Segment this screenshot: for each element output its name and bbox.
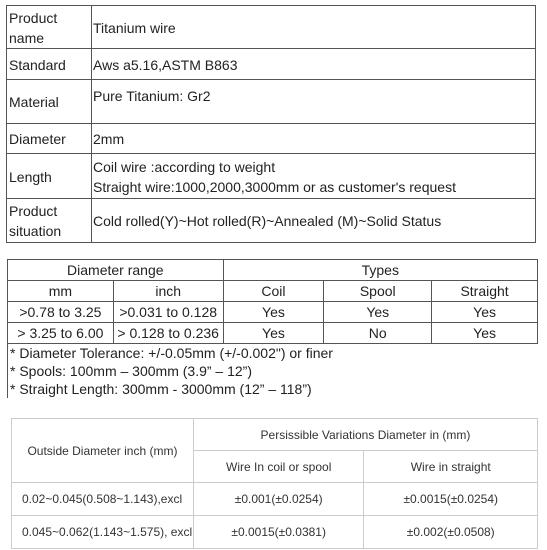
cell-coil: Yes: [223, 323, 324, 344]
length-straight-text: Straight wire:1000,2000,3000mm or as customer's request: [93, 178, 456, 195]
types-table: [7, 259, 538, 398]
spec-key: Standard: [7, 49, 92, 80]
table-row: [12, 516, 538, 549]
table-row: [12, 483, 538, 516]
spec-key: Length: [7, 154, 92, 199]
spec-table: [6, 5, 536, 243]
table-row: [8, 302, 538, 323]
header-coil-spool: Wire In coil or spool: [193, 451, 364, 483]
spec-key: Material: [7, 80, 92, 124]
cell-coil-spool: ±0.001(±0.0254): [193, 483, 364, 516]
spec-row: [7, 154, 536, 199]
note-spools: * Spools: 100mm – 300mm (3.9” – 12”): [10, 363, 252, 379]
header-types: Types: [223, 260, 537, 281]
variations-header-row: [12, 419, 538, 451]
cell-mm: >0.78 to 3.25: [8, 302, 114, 323]
header-outside-diameter: Outside Diameter inch (mm): [12, 419, 194, 483]
spec-value: Pure Titanium: Gr2: [92, 80, 536, 124]
header-wire-straight: Wire in straight: [364, 451, 538, 483]
subheader-spool: Spool: [324, 281, 432, 302]
cell-spool: Yes: [324, 302, 432, 323]
spec-value: [92, 154, 536, 199]
types-header-row: [8, 260, 538, 281]
subheader-coil: Coil: [223, 281, 324, 302]
subheader-straight: Straight: [432, 281, 538, 302]
cell-spool: No: [324, 323, 432, 344]
note-straight-length: * Straight Length: 300mm - 3000mm (12” – 118”): [10, 381, 312, 397]
subheader-inch: inch: [113, 281, 223, 302]
notes-cell: [8, 344, 538, 399]
spec-value: Titanium wire: [92, 6, 536, 49]
cell-straight: Yes: [432, 302, 538, 323]
cell-straight: ±0.002(±0.0508): [364, 516, 538, 549]
spec-value: Cold rolled(Y)~Hot rolled(R)~Annealed (M)~Solid Status: [92, 199, 536, 243]
header-diameter-range: Diameter range: [8, 260, 224, 281]
spec-row: [7, 6, 536, 49]
spec-row: [7, 199, 536, 243]
spec-value: Aws a5.16,ASTM B863: [92, 49, 536, 80]
cell-mm: > 3.25 to 6.00: [8, 323, 114, 344]
note-tolerance: * Diameter Tolerance: +/-0.05mm (+/-0.002") or finer: [10, 345, 333, 361]
cell-coil: Yes: [223, 302, 324, 323]
spec-key: Diameter: [7, 124, 92, 154]
spec-key: Product situation: [7, 199, 92, 243]
spec-row: [7, 80, 536, 124]
variations-table: [11, 418, 538, 549]
header-persissible: Persissible Variations Diameter in (mm): [193, 419, 537, 451]
spec-value: 2mm: [92, 124, 536, 154]
cell-straight: Yes: [432, 323, 538, 344]
spec-row: [7, 124, 536, 154]
cell-outside-diameter: 0.02~0.045(0.508~1.143),excl: [12, 483, 194, 516]
cell-outside-diameter: 0.045~0.062(1.143~1.575), excl: [12, 516, 194, 549]
spec-row: [7, 49, 536, 80]
notes-row: [8, 344, 538, 399]
cell-inch: >0.031 to 0.128: [113, 302, 223, 323]
subheader-mm: mm: [8, 281, 114, 302]
length-coil-text: Coil wire :according to weight: [93, 158, 276, 175]
cell-straight: ±0.0015(±0.0254): [364, 483, 538, 516]
types-subheader-row: [8, 281, 538, 302]
spec-key: Product name: [7, 6, 92, 49]
table-row: [8, 323, 538, 344]
cell-coil-spool: ±0.0015(±0.0381): [193, 516, 364, 549]
cell-inch: > 0.128 to 0.236: [113, 323, 223, 344]
